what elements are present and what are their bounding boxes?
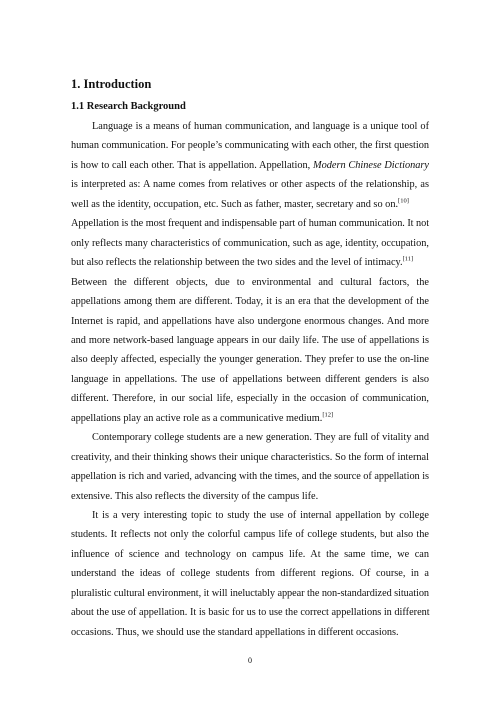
text-line xyxy=(71,471,429,483)
text-line xyxy=(71,588,429,600)
section-heading: 1. Introduction xyxy=(71,77,152,91)
line-text: Between the different objects, due to environmental and cultural factors, the xyxy=(71,276,429,288)
italic-title: Modern Chinese Dictionary xyxy=(313,159,429,171)
line-text: well as the identity, occupation, etc. Such as father, master, secretary and so on. xyxy=(71,198,399,210)
line-text: also deeply affected, especially the younger generation. They prefer to use the on-line xyxy=(71,354,429,366)
citation-ref: [12] xyxy=(322,411,334,419)
line-text: Internet is rapid, and appellations have also undergone enormous changes. And more xyxy=(71,315,429,327)
line-text: appellations play an active role as a communicative medium. xyxy=(71,412,323,424)
text-line xyxy=(71,607,430,619)
text-line xyxy=(92,510,429,522)
text-line xyxy=(71,179,429,191)
text-line xyxy=(71,296,429,308)
text-line xyxy=(71,627,399,639)
text-line xyxy=(71,413,333,425)
text-line xyxy=(71,549,429,561)
citation-ref: [10] xyxy=(398,197,409,205)
subsection-heading: 1.1 Research Background xyxy=(71,101,186,112)
citation-ref: [11] xyxy=(402,255,414,263)
line-text: human communication. For people’s communicating with each other, the first question xyxy=(71,140,429,152)
text-line xyxy=(71,452,429,464)
line-text: students. It reflects not only the colorful campus life of college students, but also the xyxy=(71,529,429,541)
text-line xyxy=(71,354,429,366)
line-text: influence of science and technology on campus life. At the same time, we can xyxy=(71,548,429,560)
page-number: 0 xyxy=(248,656,252,665)
line-text: occasions. Thus, we should use the standard appellations in different occasions. xyxy=(71,626,399,638)
text-line xyxy=(71,316,429,328)
text-line xyxy=(71,568,429,580)
line-text: is how to call each other. That is appellation. Appellation, xyxy=(71,159,313,171)
line-text: extensive. This also reflects the diversity of the campus life. xyxy=(71,490,319,502)
line-text: about the use of appellation. It is basic for us to use the correct appellations in different xyxy=(71,607,430,619)
text-line xyxy=(71,199,409,211)
line-text: appellations among them are different. Today, it is an era that the development of the xyxy=(71,296,429,308)
line-text: Language is a means of human communication, and language is a unique tool of xyxy=(92,121,429,132)
text-line xyxy=(71,140,429,152)
text-line xyxy=(71,218,429,230)
text-line xyxy=(92,432,429,444)
line-text: but also reflects the relationship between the two sides and the level of intimacy. xyxy=(71,257,403,269)
text-line xyxy=(71,160,429,172)
text-line xyxy=(71,491,318,503)
line-text: different. Therefore, in our social life, especially in the occasion of communication, xyxy=(71,393,429,405)
line-text: and more network-based language appears in our daily life. The use of appellations is xyxy=(71,334,429,346)
text-line xyxy=(92,121,429,133)
line-text: Contemporary college students are a new generation. They are full of vitality and xyxy=(92,432,429,444)
line-text: It is a very interesting topic to study the use of internal appellation by college xyxy=(92,510,429,521)
text-line xyxy=(71,335,429,347)
text-line xyxy=(71,393,429,405)
line-text: language in appellations. The use of appellations between different genders is also xyxy=(71,373,429,385)
text-line xyxy=(71,238,429,250)
line-text: only reflects many characteristics of communication, such as age, identity, occupation, xyxy=(71,237,429,249)
line-text: Appellation is the most frequent and indispensable part of human communication. It not xyxy=(71,218,429,230)
line-text: understand the ideas of college students from different regions. Of course, in a xyxy=(71,568,429,580)
text-line xyxy=(71,529,429,541)
text-line xyxy=(71,257,413,269)
line-text: is interpreted as: A name comes from relatives or other aspects of the relationship, as xyxy=(71,179,429,191)
line-text: pluralistic cultural environment, it will ineluctably appear the non-standardized situation xyxy=(71,587,429,599)
line-text: appellation is rich and varied, advancing with the times, and the source of appellation is xyxy=(71,471,429,483)
text-line xyxy=(71,374,429,386)
line-text: creativity, and their thinking shows their unique characteristics. So the form of internal xyxy=(71,451,429,463)
text-line xyxy=(71,277,429,289)
